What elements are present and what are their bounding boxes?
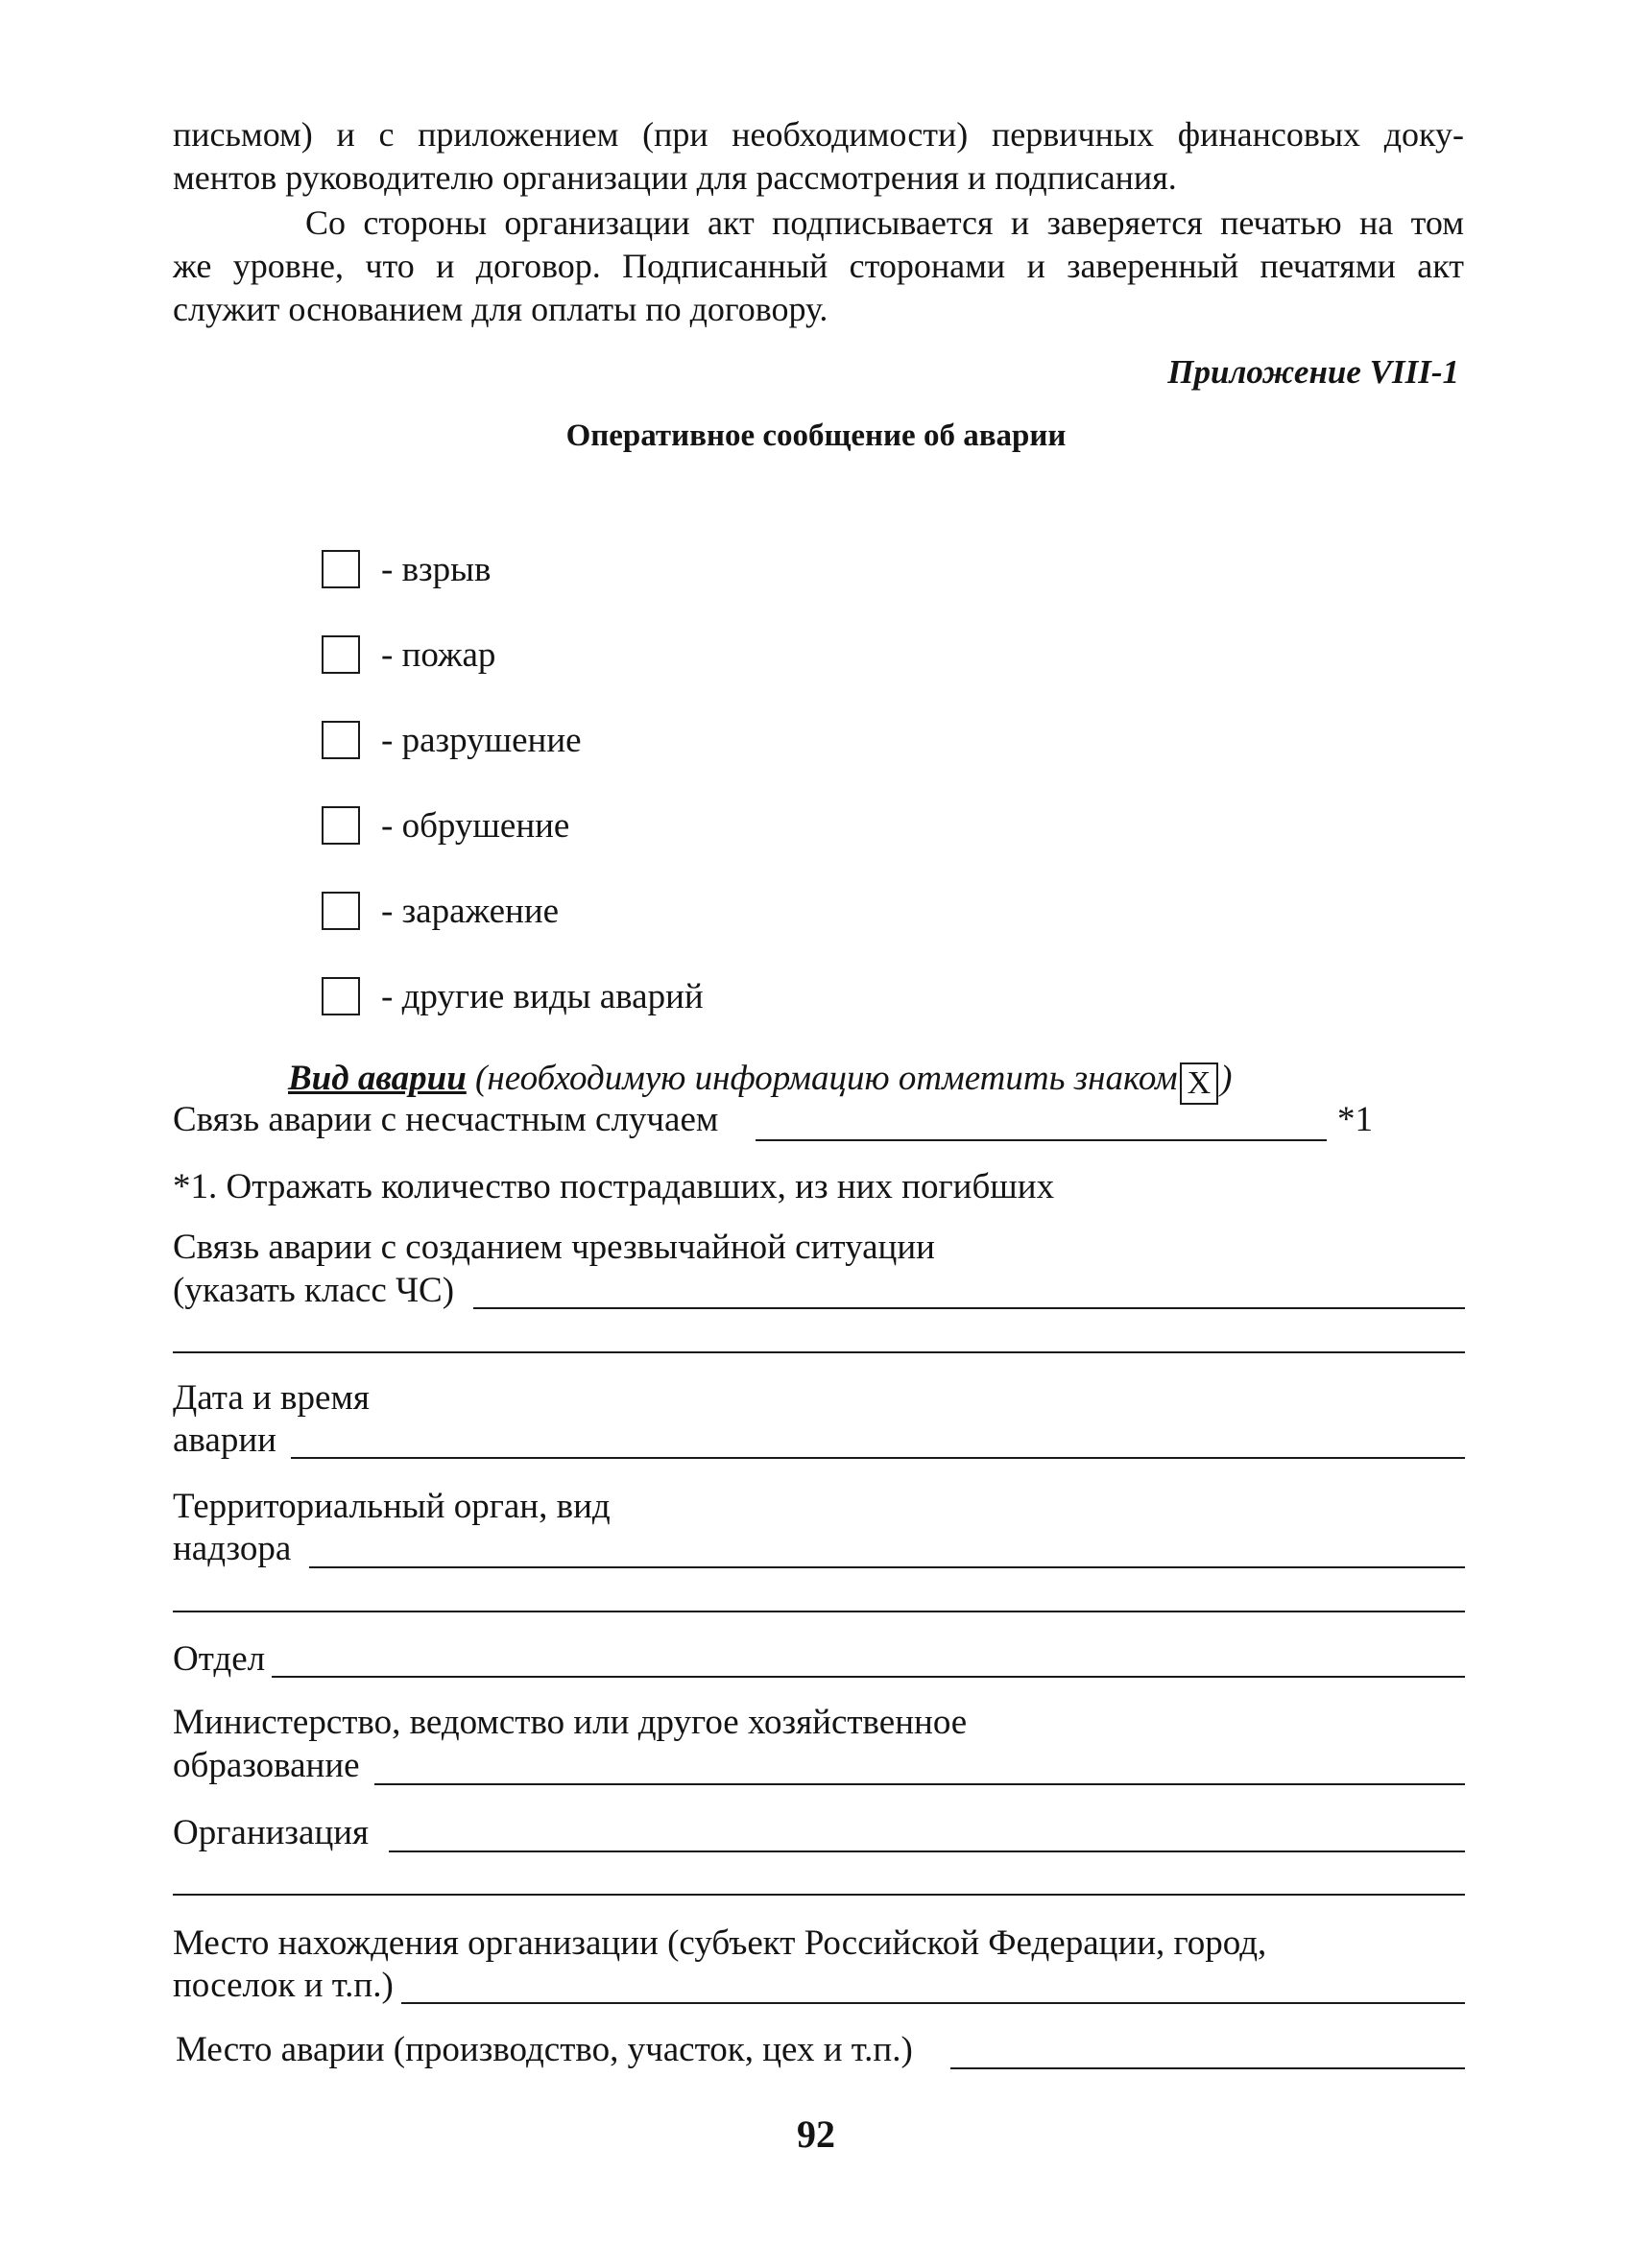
checkbox-label: - другие виды аварий xyxy=(381,976,704,1016)
territorial-label-2: надзора xyxy=(173,1529,292,1568)
checkbox-row-destruction[interactable] xyxy=(322,718,582,762)
checkbox-fire[interactable] xyxy=(322,635,360,674)
footnote-text: *1. Отражать количество пострадавших, из них погибших xyxy=(173,1167,1055,1206)
accident-place-label: Место аварии (производство, участок, цех и т.п.) xyxy=(176,2030,913,2069)
checkbox-label: - разрушение xyxy=(381,720,582,760)
kind-instruction-title: Вид аварии xyxy=(288,1059,467,1098)
checkbox-label: - заражение xyxy=(381,891,560,931)
paragraph-line-4: же уровне, что и договор. Подписанный сторонами и заверенный печатями акт xyxy=(173,247,1464,285)
org-location-field[interactable] xyxy=(401,2002,1465,2004)
emergency-link-label-2: (указать класс ЧС) xyxy=(173,1271,455,1310)
department-label: Отдел xyxy=(173,1639,266,1679)
emergency-link-field[interactable] xyxy=(473,1307,1465,1309)
checkbox-destruction[interactable] xyxy=(322,721,360,759)
organization-label: Организация xyxy=(173,1813,370,1852)
checkbox-contamination[interactable] xyxy=(322,892,360,930)
org-location-label-1: Место нахождения организации (субъект Российской Федерации, город, xyxy=(173,1923,1267,1963)
kind-instruction-text: (необходимую информацию отметить знаком xyxy=(475,1059,1178,1098)
checkbox-row-other[interactable] xyxy=(322,974,704,1018)
datetime-label-1: Дата и время xyxy=(173,1378,370,1418)
checkbox-other[interactable] xyxy=(322,977,360,1015)
x-mark-box: X xyxy=(1180,1062,1219,1105)
checkbox-label: - обрушение xyxy=(381,805,570,846)
department-field[interactable] xyxy=(272,1676,1465,1678)
checkbox-row-contamination[interactable] xyxy=(322,889,559,933)
footnote-mark: *1 xyxy=(1337,1100,1373,1139)
emergency-link-field-extra[interactable] xyxy=(173,1351,1465,1353)
org-location-label-2: поселок и т.п.) xyxy=(173,1966,394,2005)
datetime-field[interactable] xyxy=(291,1457,1465,1459)
form-title: Оперативное сообщение об аварии xyxy=(565,418,1067,453)
kind-instruction xyxy=(288,1058,1232,1105)
territorial-label-1: Территориальный орган, вид xyxy=(173,1487,611,1526)
accident-link-field[interactable] xyxy=(756,1139,1327,1141)
emergency-link-label-1: Связь аварии с созданием чрезвычайной ситуации xyxy=(173,1228,935,1267)
paragraph-line-2: ментов руководителю организации для рассмотрения и подписания. xyxy=(173,158,1177,197)
ministry-field[interactable] xyxy=(374,1783,1465,1785)
checkbox-row-collapse[interactable] xyxy=(322,803,569,848)
checkbox-collapse[interactable] xyxy=(322,806,360,845)
paragraph-line-5: служит основанием для оплаты по договору. xyxy=(173,290,828,328)
checkbox-label: - взрыв xyxy=(381,549,492,589)
checkbox-row-explosion[interactable] xyxy=(322,547,492,591)
territorial-field-extra[interactable] xyxy=(173,1611,1465,1612)
datetime-label-2: аварии xyxy=(173,1420,276,1460)
checkbox-explosion[interactable] xyxy=(322,550,360,588)
organization-field[interactable] xyxy=(389,1850,1465,1852)
checkbox-row-fire[interactable] xyxy=(322,633,495,677)
kind-instruction-close: ) xyxy=(1220,1059,1233,1098)
territorial-field[interactable] xyxy=(309,1566,1465,1568)
accident-link-label: Связь аварии с несчастным случаем xyxy=(173,1100,719,1139)
accident-place-field[interactable] xyxy=(950,2067,1465,2069)
paragraph-line-1: письмом) и с приложением (при необходимости) первичных финансовых доку- xyxy=(173,115,1464,154)
page-number: 92 xyxy=(797,2113,835,2156)
ministry-label-1: Министерство, ведомство или другое хозяйственное xyxy=(173,1703,968,1742)
checkbox-label: - пожар xyxy=(381,634,496,675)
appendix-label: Приложение VIII-1 xyxy=(1167,353,1459,391)
ministry-label-2: образование xyxy=(173,1746,360,1785)
paragraph-line-3: Со стороны организации акт подписывается и заверяется печатью на том xyxy=(305,203,1464,242)
organization-field-extra[interactable] xyxy=(173,1894,1465,1896)
